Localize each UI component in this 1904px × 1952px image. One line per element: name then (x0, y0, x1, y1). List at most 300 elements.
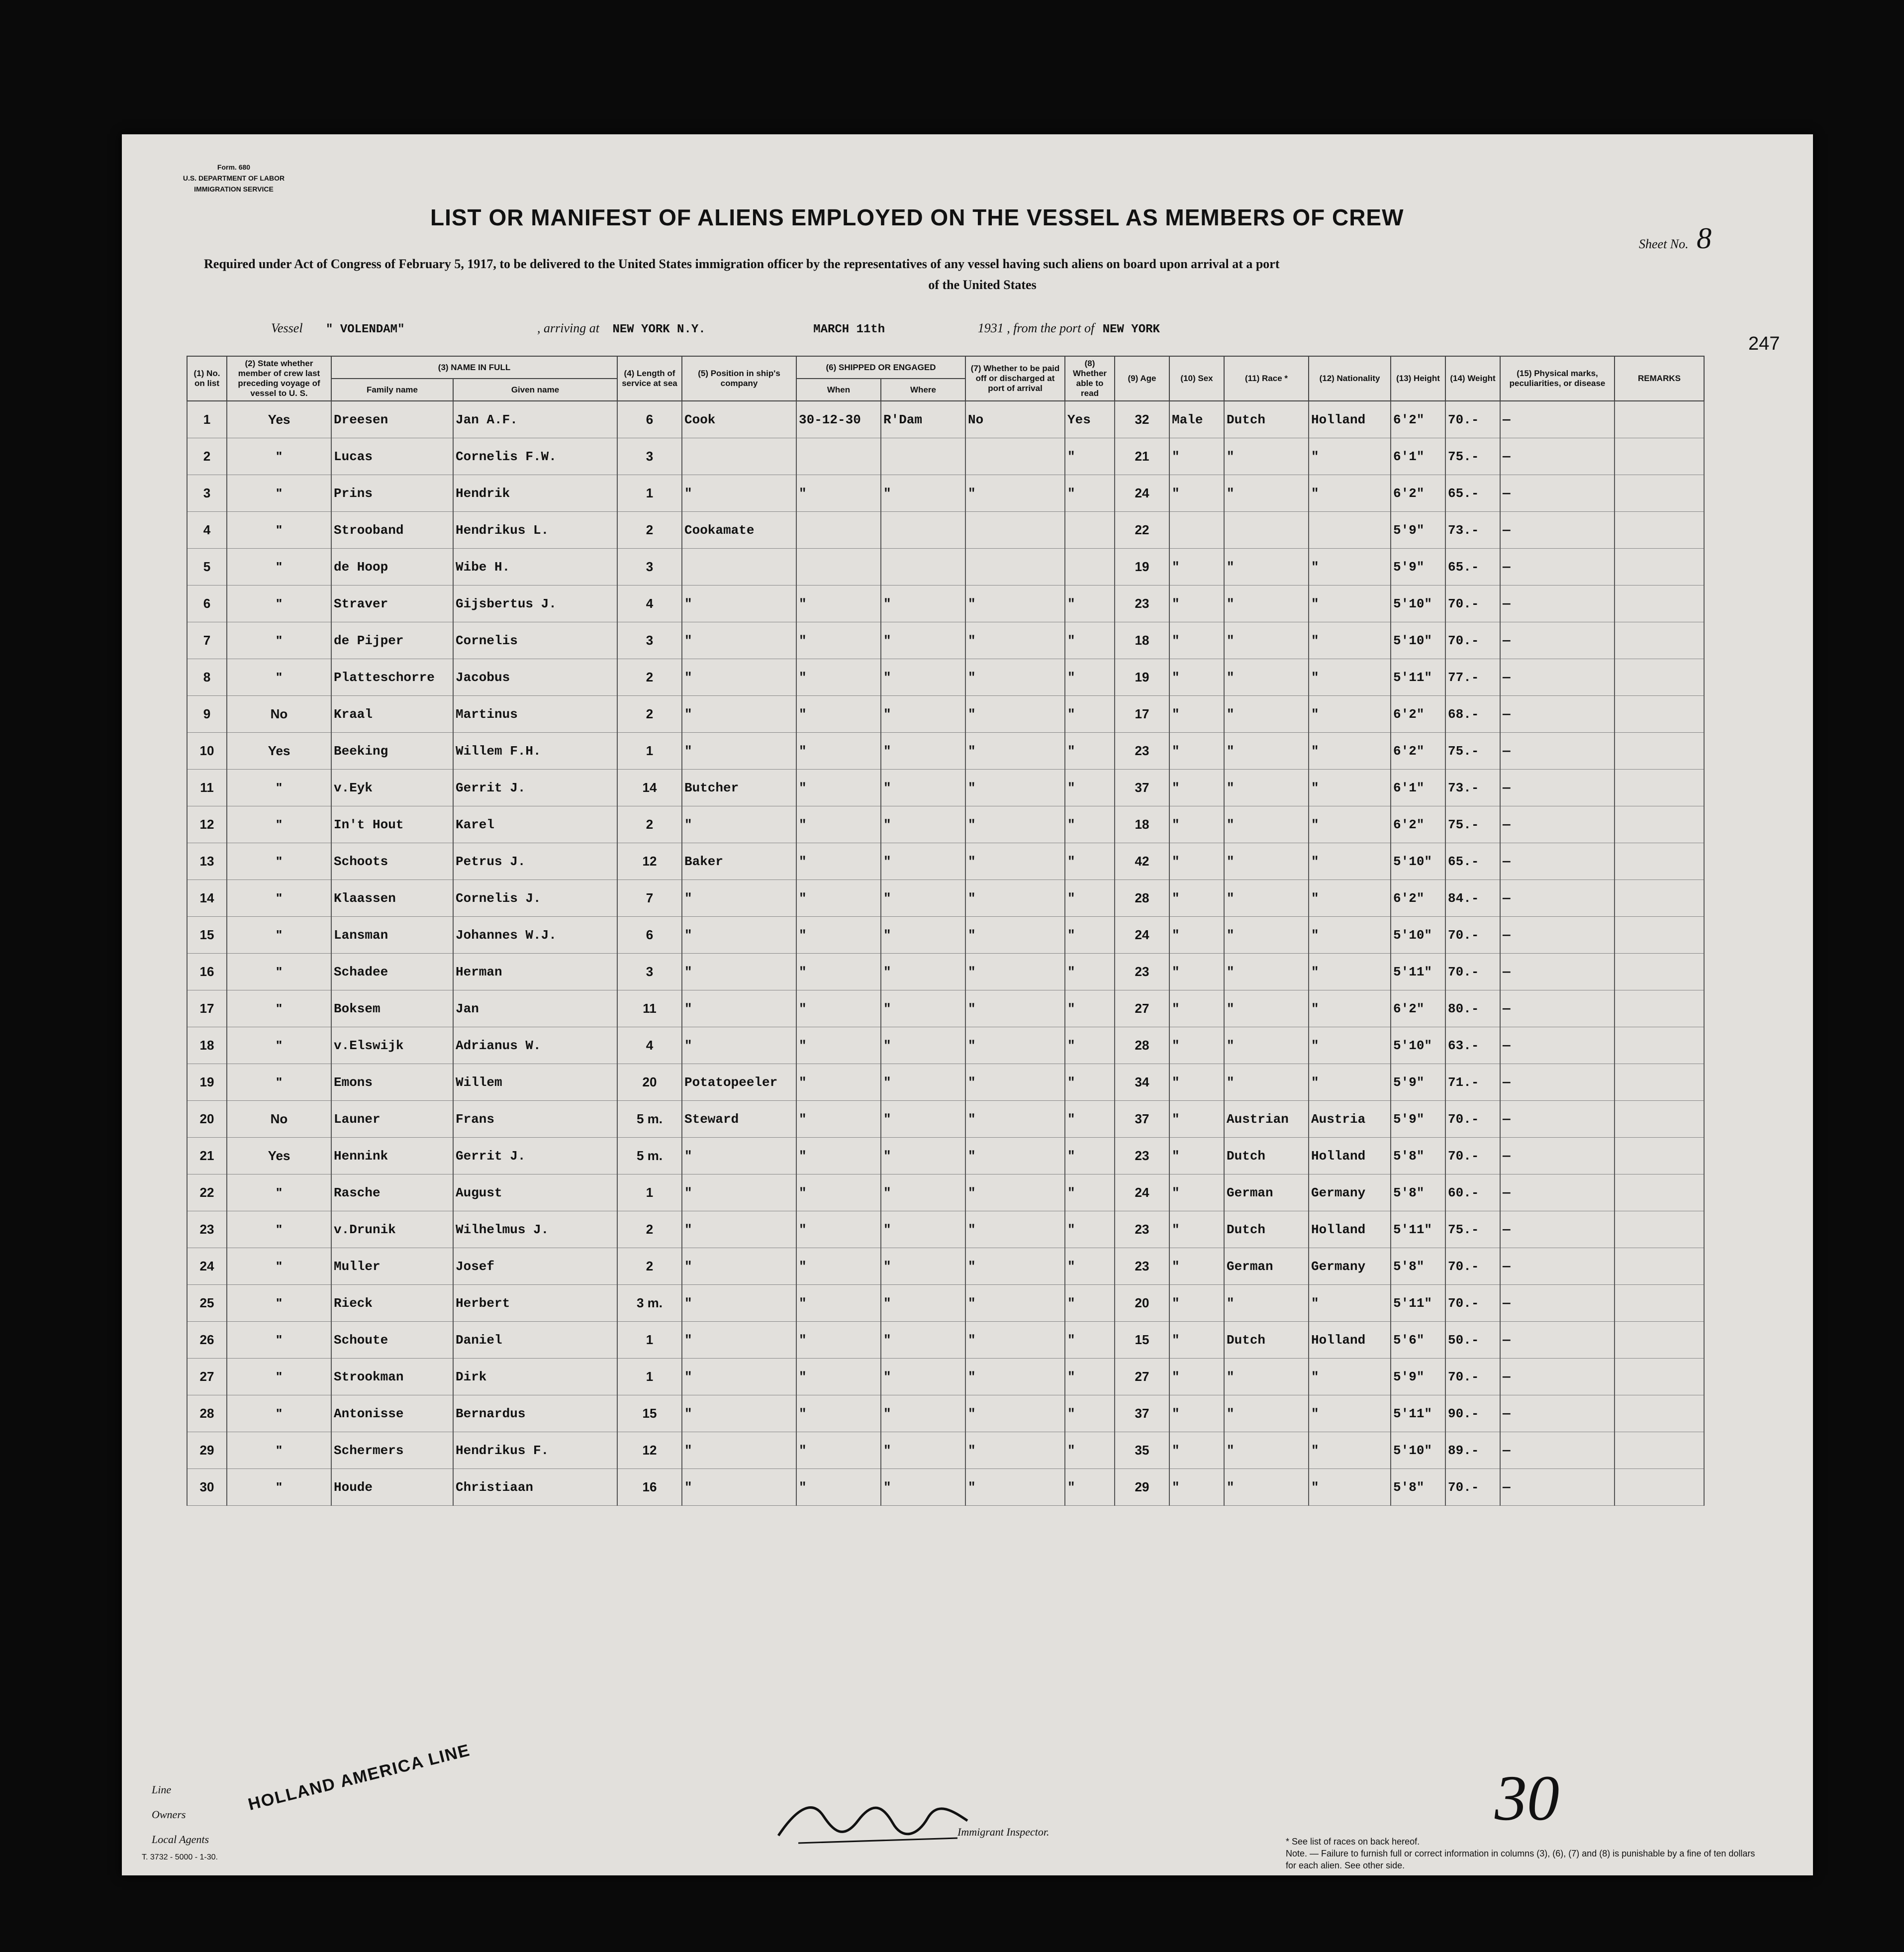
shipped-where: " (881, 622, 965, 659)
race: " (1224, 917, 1309, 954)
previous-voyage: " (227, 990, 331, 1027)
given-name: Johannes W.J. (453, 917, 617, 954)
race: German (1224, 1248, 1309, 1285)
service-length: 2 (617, 806, 682, 843)
shipped-where: " (881, 1285, 965, 1322)
remarks (1615, 659, 1704, 696)
family-name: Lucas (331, 438, 453, 475)
sex: " (1169, 770, 1224, 806)
physical-marks: — (1500, 1064, 1615, 1101)
given-name: Gerrit J. (453, 770, 617, 806)
family-name: de Pijper (331, 622, 453, 659)
header-paid-off: (7) Whether to be paid off or discharged at port of arrival (965, 356, 1065, 401)
race: " (1224, 1395, 1309, 1432)
previous-voyage: " (227, 806, 331, 843)
shipped-when: " (796, 1101, 881, 1138)
table-row (187, 1432, 1704, 1469)
position: " (682, 659, 796, 696)
remarks (1615, 806, 1704, 843)
remarks (1615, 1395, 1704, 1432)
header-given-name: Given name (453, 379, 617, 401)
row-number: 7 (187, 622, 227, 659)
shipped-when: " (796, 1322, 881, 1359)
shipped-where: " (881, 917, 965, 954)
header-family-name: Family name (331, 379, 453, 401)
remarks (1615, 917, 1704, 954)
age: 22 (1115, 512, 1169, 549)
form-identifier (152, 162, 316, 195)
remarks (1615, 438, 1704, 475)
physical-marks: — (1500, 401, 1615, 438)
shipped-when (796, 512, 881, 549)
family-name: v.Elswijk (331, 1027, 453, 1064)
age: 23 (1115, 586, 1169, 622)
shipped-when: " (796, 770, 881, 806)
shipped-when: " (796, 586, 881, 622)
nationality: " (1309, 1432, 1391, 1469)
position: Potatopeeler (682, 1064, 796, 1101)
position (682, 438, 796, 475)
shipped-when: " (796, 1027, 881, 1064)
table-row (187, 1211, 1704, 1248)
family-name: Platteschorre (331, 659, 453, 696)
given-name: Jan A.F. (453, 401, 617, 438)
shipped-when: " (796, 622, 881, 659)
nationality: " (1309, 1359, 1391, 1395)
position: " (682, 954, 796, 990)
shipped-when (796, 549, 881, 586)
age: 28 (1115, 1027, 1169, 1064)
given-name: Petrus J. (453, 843, 617, 880)
height: 6'2" (1391, 990, 1445, 1027)
given-name: Willem F.H. (453, 733, 617, 770)
height: 5'11" (1391, 954, 1445, 990)
table-row (187, 806, 1704, 843)
table-row (187, 696, 1704, 733)
height: 6'1" (1391, 770, 1445, 806)
table-row (187, 1174, 1704, 1211)
header-where: Where (881, 379, 965, 401)
paid-off: " (965, 586, 1065, 622)
shipped-when: 30-12-30 (796, 401, 881, 438)
row-number: 4 (187, 512, 227, 549)
remarks (1615, 1211, 1704, 1248)
sex: " (1169, 1138, 1224, 1174)
service-length: 3 (617, 438, 682, 475)
family-name: Dreesen (331, 401, 453, 438)
previous-voyage: Yes (227, 733, 331, 770)
previous-voyage: " (227, 1064, 331, 1101)
age: 18 (1115, 622, 1169, 659)
height: 5'10" (1391, 586, 1445, 622)
shipped-when: " (796, 1285, 881, 1322)
weight: 50.- (1445, 1322, 1500, 1359)
height: 5'9" (1391, 1064, 1445, 1101)
shipped-where: " (881, 1359, 965, 1395)
shipped-where (881, 549, 965, 586)
weight: 75.- (1445, 733, 1500, 770)
row-number: 24 (187, 1248, 227, 1285)
race: " (1224, 806, 1309, 843)
family-name: Muller (331, 1248, 453, 1285)
age: 21 (1115, 438, 1169, 475)
sex: " (1169, 1101, 1224, 1138)
position: " (682, 696, 796, 733)
paid-off: " (965, 843, 1065, 880)
table-row (187, 401, 1704, 438)
sex: " (1169, 733, 1224, 770)
shipped-when: " (796, 696, 881, 733)
shipped-when: " (796, 1138, 881, 1174)
service-length: 1 (617, 1359, 682, 1395)
weight: 89.- (1445, 1432, 1500, 1469)
race: " (1224, 1359, 1309, 1395)
penalty-note: Note. — Failure to furnish full or correct information in columns (3), (6), (7) and (8) is punishable by a fine of ten dollars for each alien. See other side. (1286, 1849, 1755, 1870)
previous-voyage: No (227, 1101, 331, 1138)
inspector-signature (768, 1796, 977, 1851)
service-length: 7 (617, 880, 682, 917)
shipped-when: " (796, 733, 881, 770)
row-number: 2 (187, 438, 227, 475)
race: " (1224, 1064, 1309, 1101)
age: 32 (1115, 401, 1169, 438)
family-name: Antonisse (331, 1395, 453, 1432)
physical-marks: — (1500, 549, 1615, 586)
races-note: * See list of races on back hereof. (1286, 1837, 1420, 1847)
given-name: Frans (453, 1101, 617, 1138)
able-to-read: " (1065, 1359, 1115, 1395)
family-name: Launer (331, 1101, 453, 1138)
nationality: " (1309, 1027, 1391, 1064)
remarks (1615, 954, 1704, 990)
race: " (1224, 696, 1309, 733)
table-row (187, 917, 1704, 954)
height: 6'2" (1391, 475, 1445, 512)
sheet-value: 8 (1697, 222, 1712, 255)
sex: " (1169, 1395, 1224, 1432)
previous-voyage: " (227, 1285, 331, 1322)
able-to-read (1065, 549, 1115, 586)
physical-marks: — (1500, 917, 1615, 954)
position: " (682, 622, 796, 659)
weight: 70.- (1445, 1359, 1500, 1395)
physical-marks: — (1500, 1211, 1615, 1248)
able-to-read (1065, 512, 1115, 549)
nationality (1309, 512, 1391, 549)
family-name: Lansman (331, 917, 453, 954)
line-label: Line (152, 1783, 172, 1796)
header-height: (13) Height (1391, 356, 1445, 401)
row-number: 18 (187, 1027, 227, 1064)
paid-off: " (965, 622, 1065, 659)
physical-marks: — (1500, 622, 1615, 659)
able-to-read: " (1065, 806, 1115, 843)
service-length: 3 (617, 954, 682, 990)
physical-marks: — (1500, 806, 1615, 843)
family-name: Strooband (331, 512, 453, 549)
physical-marks: — (1500, 696, 1615, 733)
table-row (187, 1359, 1704, 1395)
nationality: " (1309, 770, 1391, 806)
table-row (187, 1469, 1704, 1506)
remarks (1615, 733, 1704, 770)
able-to-read: Yes (1065, 401, 1115, 438)
physical-marks: — (1500, 1248, 1615, 1285)
shipped-where: " (881, 1432, 965, 1469)
row-number: 28 (187, 1395, 227, 1432)
table-row (187, 880, 1704, 917)
arrival-date: MARCH 11th (813, 323, 885, 336)
header-service: (4) Length of service at sea (617, 356, 682, 401)
height: 5'10" (1391, 622, 1445, 659)
remarks (1615, 1248, 1704, 1285)
sex (1169, 512, 1224, 549)
table-row (187, 512, 1704, 549)
position: " (682, 1285, 796, 1322)
sex: " (1169, 1027, 1224, 1064)
physical-marks: — (1500, 1322, 1615, 1359)
age: 27 (1115, 990, 1169, 1027)
able-to-read: " (1065, 1027, 1115, 1064)
previous-voyage: " (227, 954, 331, 990)
remarks (1615, 586, 1704, 622)
service-length: 3 (617, 622, 682, 659)
height: 6'1" (1391, 438, 1445, 475)
sex: " (1169, 696, 1224, 733)
row-number: 21 (187, 1138, 227, 1174)
paid-off: " (965, 1359, 1065, 1395)
table-row (187, 1322, 1704, 1359)
weight: 70.- (1445, 1469, 1500, 1506)
remarks (1615, 1359, 1704, 1395)
able-to-read: " (1065, 1138, 1115, 1174)
remarks (1615, 401, 1704, 438)
vessel-label: Vessel (271, 321, 303, 335)
shipped-where: " (881, 1469, 965, 1506)
remarks (1615, 843, 1704, 880)
form-number: Form. 680 (217, 163, 251, 171)
weight: 75.- (1445, 806, 1500, 843)
family-name: Houde (331, 1469, 453, 1506)
height: 6'2" (1391, 880, 1445, 917)
able-to-read: " (1065, 1211, 1115, 1248)
age: 29 (1115, 1469, 1169, 1506)
shipped-where: " (881, 1027, 965, 1064)
table-row (187, 1138, 1704, 1174)
service-length: 3 m. (617, 1285, 682, 1322)
from-label: , from the port of (1007, 321, 1095, 335)
age: 35 (1115, 1432, 1169, 1469)
race: " (1224, 438, 1309, 475)
paid-off (965, 549, 1065, 586)
owners-label: Owners (152, 1808, 186, 1821)
weight: 84.- (1445, 880, 1500, 917)
physical-marks: — (1500, 1359, 1615, 1395)
age: 23 (1115, 1211, 1169, 1248)
service: IMMIGRATION SERVICE (194, 185, 274, 193)
paid-off: " (965, 1469, 1065, 1506)
sex: " (1169, 843, 1224, 880)
paid-off (965, 438, 1065, 475)
given-name: Jacobus (453, 659, 617, 696)
service-length: 5 m. (617, 1138, 682, 1174)
sex: " (1169, 1064, 1224, 1101)
race: " (1224, 880, 1309, 917)
nationality: " (1309, 1469, 1391, 1506)
able-to-read: " (1065, 659, 1115, 696)
shipped-when: " (796, 1359, 881, 1395)
shipped-when (796, 438, 881, 475)
physical-marks: — (1500, 880, 1615, 917)
position: " (682, 1174, 796, 1211)
paid-off: " (965, 1322, 1065, 1359)
service-length: 4 (617, 1027, 682, 1064)
able-to-read: " (1065, 954, 1115, 990)
nationality: " (1309, 1395, 1391, 1432)
service-length: 2 (617, 696, 682, 733)
header-read: (8) Whether able to read (1065, 356, 1115, 401)
weight: 68.- (1445, 696, 1500, 733)
given-name: Hendrikus L. (453, 512, 617, 549)
given-name: Gijsbertus J. (453, 586, 617, 622)
race (1224, 512, 1309, 549)
race: " (1224, 990, 1309, 1027)
previous-voyage: " (227, 475, 331, 512)
sex: " (1169, 1174, 1224, 1211)
weight: 70.- (1445, 1138, 1500, 1174)
header-no: (1) No. on list (187, 356, 227, 401)
crew-table (187, 356, 1705, 1506)
nationality: Holland (1309, 1138, 1391, 1174)
weight: 60.- (1445, 1174, 1500, 1211)
shipped-where: " (881, 586, 965, 622)
previous-voyage: " (227, 1027, 331, 1064)
age: 42 (1115, 843, 1169, 880)
position: " (682, 1395, 796, 1432)
given-name: Herbert (453, 1285, 617, 1322)
service-length: 1 (617, 475, 682, 512)
table-row (187, 990, 1704, 1027)
row-number: 29 (187, 1432, 227, 1469)
position: " (682, 1322, 796, 1359)
table-row (187, 586, 1704, 622)
nationality: Holland (1309, 1211, 1391, 1248)
able-to-read: " (1065, 1469, 1115, 1506)
shipped-where: " (881, 1395, 965, 1432)
sex: " (1169, 1248, 1224, 1285)
shipped-where: " (881, 1174, 965, 1211)
weight: 73.- (1445, 770, 1500, 806)
nationality: " (1309, 1064, 1391, 1101)
position: " (682, 733, 796, 770)
height: 5'9" (1391, 549, 1445, 586)
sex: " (1169, 954, 1224, 990)
position: Cook (682, 401, 796, 438)
shipped-when: " (796, 880, 881, 917)
table-row (187, 622, 1704, 659)
age: 24 (1115, 475, 1169, 512)
family-name: Klaassen (331, 880, 453, 917)
family-name: Straver (331, 586, 453, 622)
paid-off: " (965, 696, 1065, 733)
given-name: Martinus (453, 696, 617, 733)
table-row (187, 770, 1704, 806)
given-name: Josef (453, 1248, 617, 1285)
age: 37 (1115, 1395, 1169, 1432)
paid-off: " (965, 990, 1065, 1027)
arriving-label: , arriving at (537, 321, 599, 335)
physical-marks: — (1500, 1469, 1615, 1506)
given-name: Willem (453, 1064, 617, 1101)
age: 27 (1115, 1359, 1169, 1395)
sex: " (1169, 622, 1224, 659)
header-name: (3) NAME IN FULL (331, 356, 617, 379)
race: " (1224, 1285, 1309, 1322)
given-name: Jan (453, 990, 617, 1027)
service-length: 6 (617, 917, 682, 954)
sex: " (1169, 475, 1224, 512)
table-row (187, 1064, 1704, 1101)
previous-voyage: " (227, 438, 331, 475)
nationality: " (1309, 954, 1391, 990)
remarks (1615, 1322, 1704, 1359)
previous-voyage: " (227, 586, 331, 622)
given-name: Daniel (453, 1322, 617, 1359)
sex: " (1169, 586, 1224, 622)
shipped-when: " (796, 475, 881, 512)
sex: " (1169, 917, 1224, 954)
vessel-line (271, 321, 1160, 336)
nationality: " (1309, 990, 1391, 1027)
remarks (1615, 512, 1704, 549)
sex: " (1169, 1469, 1224, 1506)
row-number: 20 (187, 1101, 227, 1138)
row-number: 16 (187, 954, 227, 990)
physical-marks: — (1500, 1285, 1615, 1322)
paid-off: " (965, 917, 1065, 954)
shipped-when: " (796, 1174, 881, 1211)
footnote (1286, 1836, 1763, 1871)
nationality: " (1309, 806, 1391, 843)
given-name: Cornelis J. (453, 880, 617, 917)
able-to-read: " (1065, 696, 1115, 733)
header-nationality: (12) Nationality (1309, 356, 1391, 401)
nationality: " (1309, 696, 1391, 733)
department: U.S. DEPARTMENT OF LABOR (183, 174, 285, 182)
table-row (187, 659, 1704, 696)
position: " (682, 586, 796, 622)
age: 37 (1115, 1101, 1169, 1138)
given-name: Cornelis (453, 622, 617, 659)
sex: " (1169, 880, 1224, 917)
row-number: 14 (187, 880, 227, 917)
physical-marks: — (1500, 990, 1615, 1027)
table-row (187, 1285, 1704, 1322)
paid-off: " (965, 1248, 1065, 1285)
race: " (1224, 954, 1309, 990)
shipped-where: " (881, 990, 965, 1027)
sex: " (1169, 1359, 1224, 1395)
shipped-when: " (796, 843, 881, 880)
row-number: 26 (187, 1322, 227, 1359)
previous-voyage: " (227, 549, 331, 586)
company-stamp: HOLLAND AMERICA LINE (246, 1741, 473, 1814)
nationality: " (1309, 917, 1391, 954)
given-name: August (453, 1174, 617, 1211)
header-shipped: (6) SHIPPED OR ENGAGED (796, 356, 965, 379)
age: 24 (1115, 917, 1169, 954)
position: Cookamate (682, 512, 796, 549)
